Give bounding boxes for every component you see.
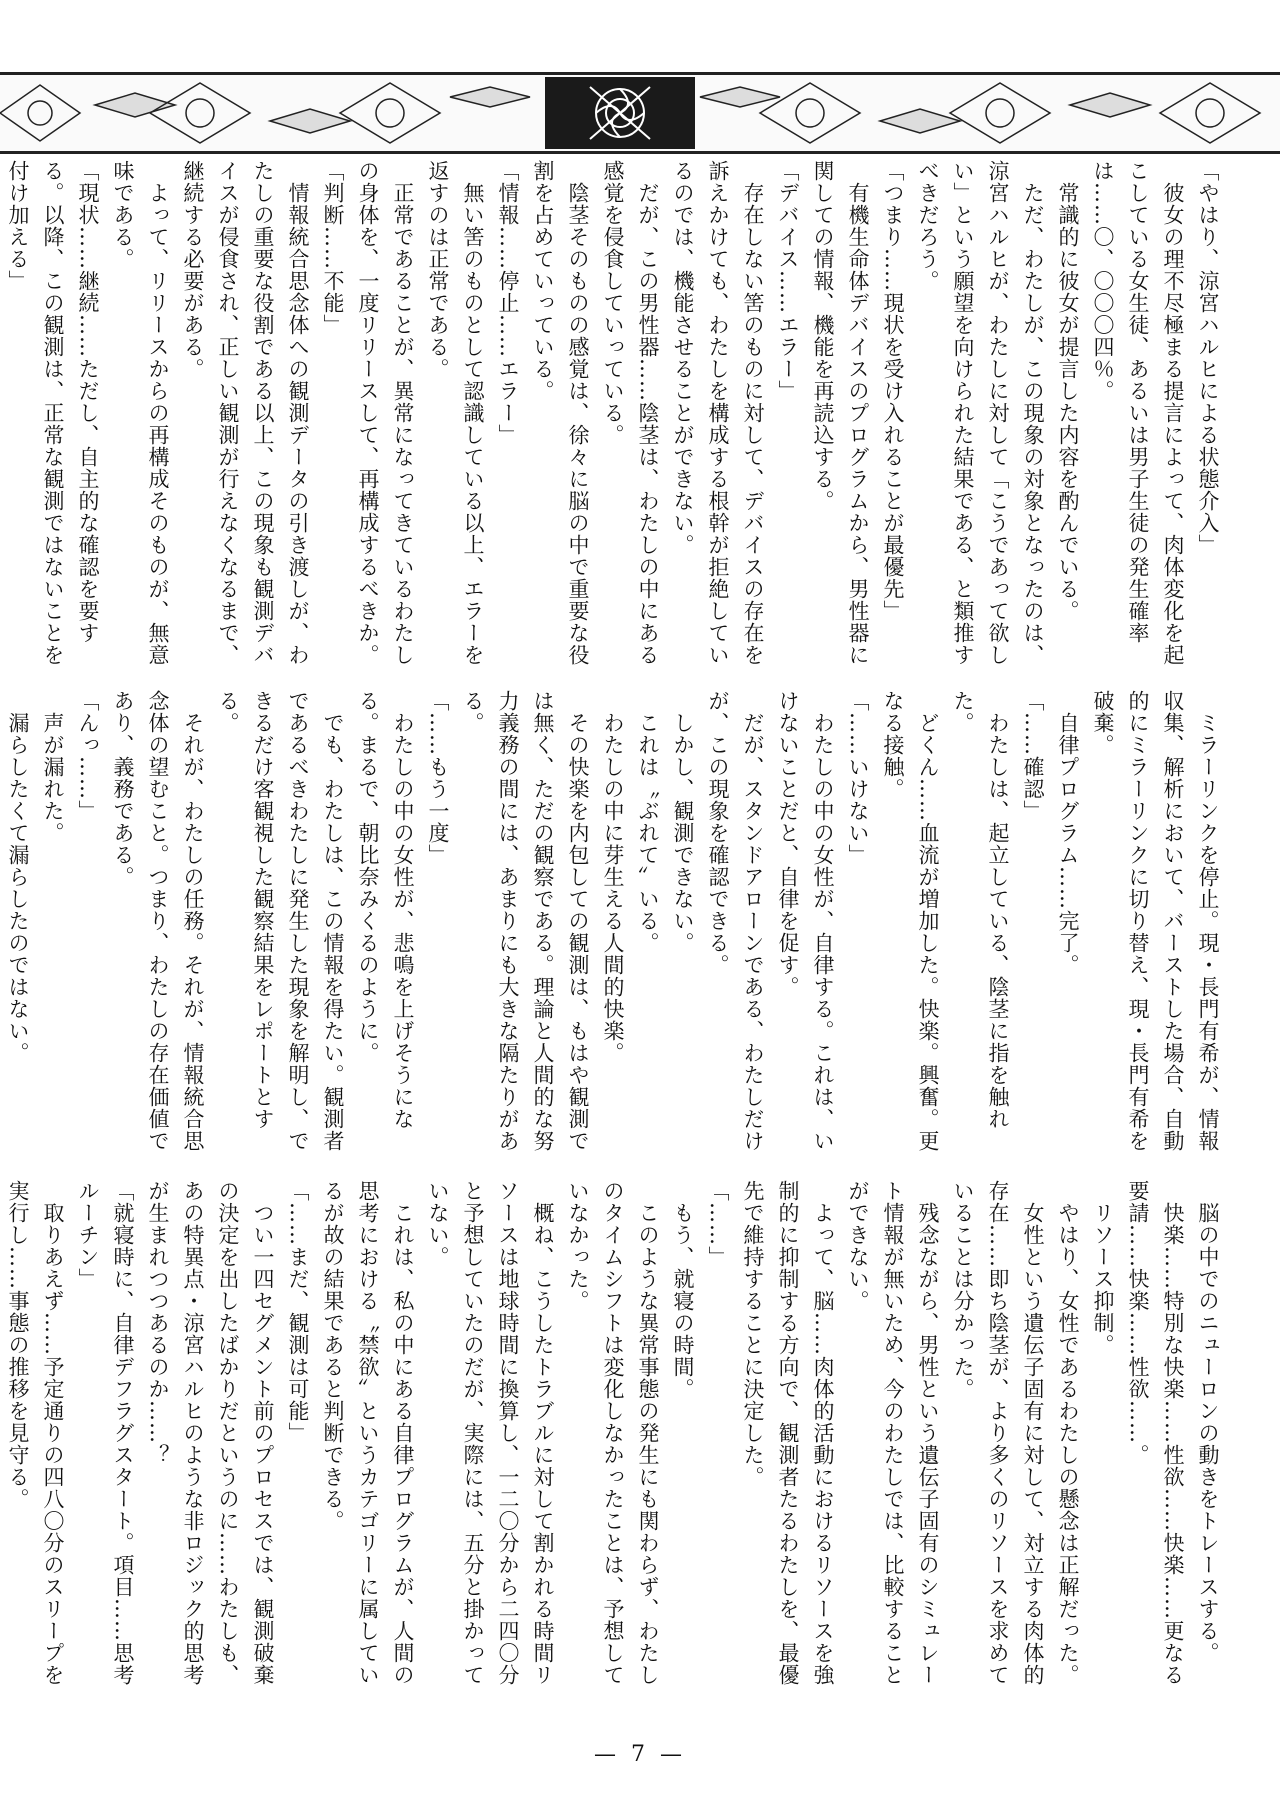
body-text-bottom: 脳の中でのニューロンの動きをトレースする。 快楽……特別な快楽……性欲……快楽……更なる要請……快楽……性欲……。 リソース抑制。 やはり、女性であるわたしの懸念は正解だった。 女性という遺伝子固有に対して、対立する肉体的存在……即ち陰茎が、より多くのリソースを求めていることは分かった。 残念ながら、男性という遺伝子固有のシミュレート情報が無いため、今のわたしでは、比較することができない。 よって、脳……肉体的活動におけるリソースを強制的に抑制する方向で、観測者たるわたしを、最優先で維持することに決定した。 「……」 もう、就寝の時間。 このような異常事態の発生にも関わらず、わたしのタイムシフトは変化しなかったことは、予想していなかった。 概ね、こうしたトラブルに対して割かれる時間リソースは地球時間に換算し、一二〇分から二四〇分と予想していたのだが、実際には、五分と掛かっていない。 これは、私の中にある自律プログラムが、人間の思考における〝禁欲〟というカテゴリーに属しているが故の結果であると判断できる。 「……まだ、観測は可能」 つい一四セグメント前のプロセスでは、観測破棄の決定を出したばかりだというのに……わたしも、あの特異点・涼宮ハルヒのような非ロジック的思考が生まれつつあるのか……？ 「就寝時に、自律デフラグスタート。項目……思考ルーチン」 取りあえず……予定通りの四八〇分のスリープを実行し……事態の推移を見守る。 [6, 1180, 1220, 1686]
vertical-text-page [6, 160, 1225, 1730]
page-number: — 7 — [594, 1742, 686, 1767]
text-tier-middle [6, 690, 1225, 1160]
body-text-top: 「やはり、涼宮ハルヒによる状態介入」 彼女の理不尽極まる提言によって、肉体変化を起こしている女生徒、あるいは男子生徒の発生確率は……〇、〇〇〇四％。 常識的に彼女が提言した内容を酌んでいる。 ただ、わたしが、この現象の対象となったのは、涼宮ハルヒが、わたしに対して「こうであって欲しい」という願望を向けられた結果である、と類推すべきだろう。 「つまり……現状を受け入れることが最優先」 有機生命体デバイスのプログラムから、男性器に関しての情報、機能を再読込する。 「デバイス……エラー」 存在しない筈のものに対して、デバイスの存在を訴えかけても、わたしを構成する根幹が拒絶しているのでは、機能させることができない。 だが、この男性器……陰茎は、わたしの中にある感覚を侵食していっている。 陰茎そのものの感覚は、徐々に脳の中で重要な役割を占めていっている。 「情報……停止……エラー」 無い筈のものとして認識している以上、エラーを返すのは正常である。 正常であることが、異常になってきているわたしの身体を、一度リリースして、再構成するべきか。 「判断……不能」 情報統合思念体への観測データの引き渡しが、わたしの重要な役割である以上、この現象も観測デバイスが侵食され、正しい観測が行えなくなるまで、継続する必要がある。 よって、リリースからの再構成そのものが、無意味である。 「現状……継続……ただし、自主的な確認を要する。以降、この観測は、正常な観測ではないことを付け加える」 [6, 160, 1220, 666]
body-text-middle: ミラーリンクを停止。現・長門有希が、情報収集、解析において、バーストした場合、自動的にミラーリンクに切り替え、現・長門有希を破棄。 自律プログラム……完了。 「……確認」 わたしは、起立している、陰茎に指を触れた。 どくん……血流が増加した。快楽。興奮。更なる接触。 「……いけない」 わたしの中の女性が、自律する。これは、いけないことだと、自律を促す。 だが、スタンドアローンである、わたしだけが、この現象を確認できる。 しかし、観測できない。 これは〝ぶれて〟いる。 わたしの中に芽生える人間的快楽。 その快楽を内包しての観測は、もはや観測では無く、ただの観察である。理論と人間的な努力義務の間には、あまりにも大きな隔たりがある。 「……もう一度」 わたしの中の女性が、悲鳴を上げそうになる。まるで、朝比奈みくるのように。 でも、わたしは、この情報を得たい。観測者であるべきわたしに発生した現象を解明し、できるだけ客観視した観察結果をレポートとする。 それが、わたしの任務。それが、情報統合思念体の望むこと。つまり、わたしの存在価値であり、義務である。 「んっ……」 声が漏れた。 漏らしたくて漏らしたのではない。 [6, 690, 1220, 1152]
text-tier-top [6, 160, 1225, 670]
rose-diamond-ornament [0, 75, 1280, 151]
decorative-header-band [0, 72, 1280, 154]
text-tier-bottom [6, 1180, 1225, 1690]
